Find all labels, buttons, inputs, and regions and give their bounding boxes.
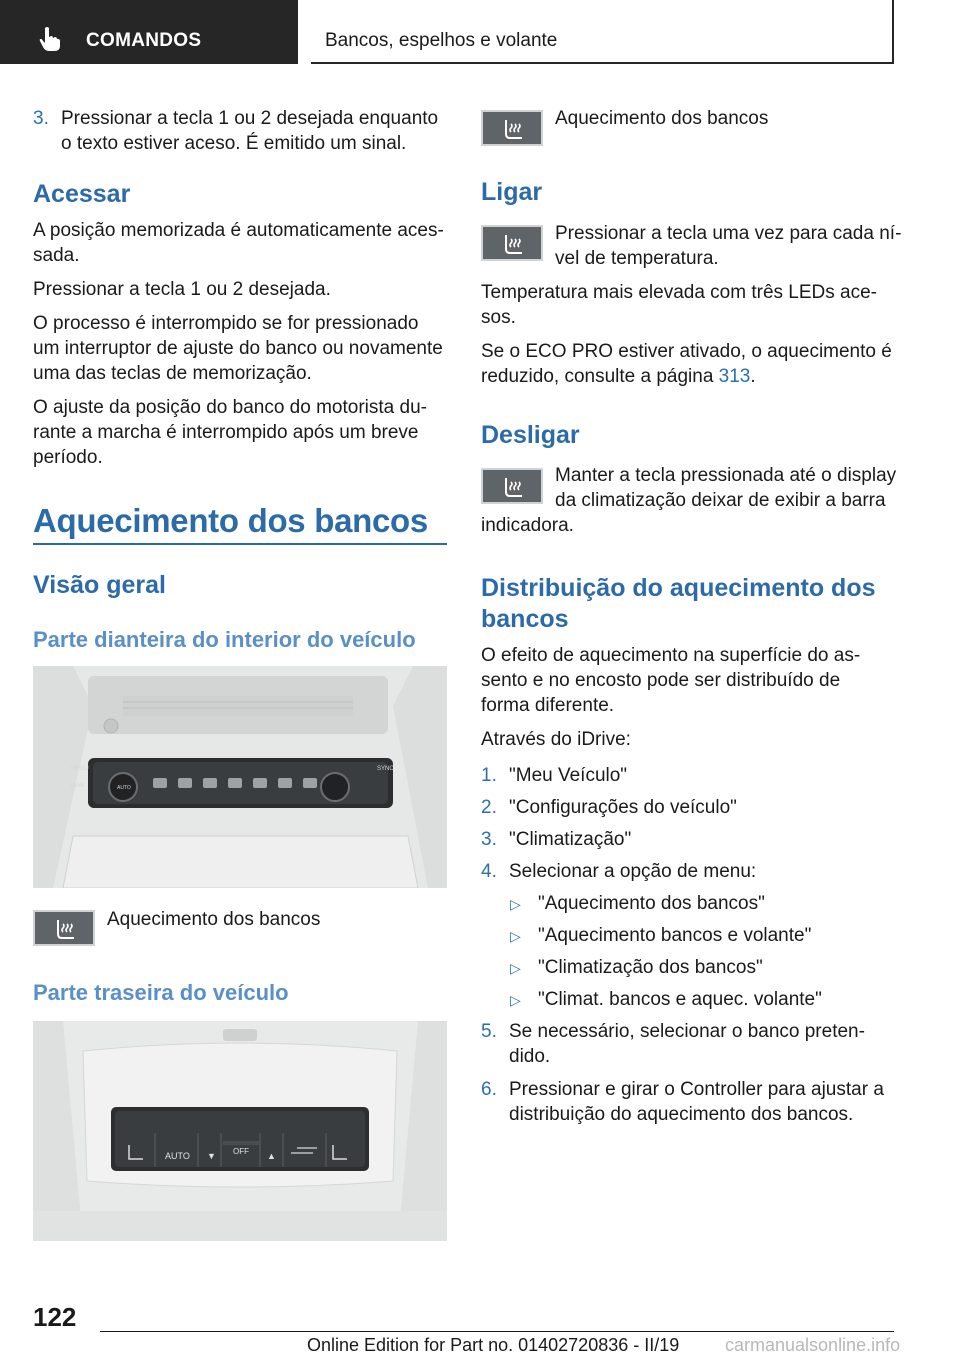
panel-label-max: MAX xyxy=(71,783,85,789)
step-3-line-2: o texto estiver aceso. É emitido um sinal. xyxy=(61,133,407,154)
step-number: 5. xyxy=(481,1021,497,1042)
seat-heating-button-icon xyxy=(481,225,543,261)
bullet-triangle-icon: ▷ xyxy=(510,896,521,912)
step-number: 3. xyxy=(481,829,497,850)
hand-pointer-icon xyxy=(38,26,62,52)
section-title: COMANDOS xyxy=(86,30,202,51)
rear-panel-up: ▲ xyxy=(267,1151,276,1161)
acessar-text: A posição memorizada é automaticamente aces‐ xyxy=(33,220,444,241)
bullet-item: "Climatização dos bancos" xyxy=(538,957,763,978)
front-console-illustration xyxy=(33,666,447,888)
dist-text: O efeito de aquecimento na superfície do as‐ xyxy=(481,645,861,666)
bullet-item: "Aquecimento dos bancos" xyxy=(538,893,765,914)
seat-heating-button-icon xyxy=(481,110,543,146)
bullet-triangle-icon: ▷ xyxy=(510,960,521,976)
heading-desligar: Desligar xyxy=(481,421,580,449)
bullet-triangle-icon: ▷ xyxy=(510,992,521,1008)
panel-label-menu: MENU xyxy=(71,766,89,772)
heading-acessar: Acessar xyxy=(33,180,131,208)
acessar-text: rante a marcha é interrompido após um breve xyxy=(33,422,419,443)
ligar-text-with-link xyxy=(481,364,756,389)
acessar-text: Pressionar a tecla 1 ou 2 desejada. xyxy=(33,279,331,300)
seat-heating-icon xyxy=(52,916,78,942)
rear-panel-auto: AUTO xyxy=(165,1151,190,1161)
page-number: 122 xyxy=(33,1302,77,1332)
acessar-text: período. xyxy=(33,447,103,468)
watermark: carmanualsonline.info xyxy=(725,1335,901,1355)
bullet-item: "Climat. bancos e aquec. volante" xyxy=(538,989,822,1010)
dist-text: Através do iDrive: xyxy=(481,729,631,750)
step-text: Pressionar e girar o Controller para ajustar a xyxy=(509,1079,884,1100)
icon-caption: Aquecimento dos bancos xyxy=(555,108,769,129)
rear-console-illustration xyxy=(33,1021,447,1241)
step-text: "Meu Veículo" xyxy=(509,765,628,786)
desligar-text: indicadora. xyxy=(481,515,574,536)
dist-text: sento e no encosto pode ser distribuído de xyxy=(481,670,841,691)
desligar-text: Manter a tecla pressionada até o display xyxy=(555,465,897,486)
dist-text: forma diferente. xyxy=(481,695,615,716)
page-link[interactable]: 313 xyxy=(718,366,751,387)
rear-panel-off: OFF xyxy=(233,1147,249,1156)
rear-panel-down: ▼ xyxy=(207,1151,216,1161)
acessar-text: O processo é interrompido se for pressionado xyxy=(33,313,419,334)
ligar-text: vel de temperatura. xyxy=(555,248,719,269)
edition-text: Online Edition for Part no. 01402720836 - II/19 xyxy=(307,1335,680,1355)
acessar-text: uma das teclas de memorização. xyxy=(33,363,312,384)
acessar-text: sada. xyxy=(33,245,80,266)
footer-rule xyxy=(100,1331,894,1332)
step-3-line-1: Pressionar a tecla 1 ou 2 desejada enquanto xyxy=(61,108,439,129)
ligar-text: Se o ECO PRO estiver ativado, o aquecimento é xyxy=(481,341,892,362)
heading-distribuicao: Distribuição do aquecimento dos xyxy=(481,574,876,602)
seat-heating-button-icon xyxy=(33,910,95,946)
panel-label-sync: SYNC xyxy=(377,766,394,772)
seat-heating-icon xyxy=(500,116,526,142)
heading-rear: Parte traseira do veículo xyxy=(33,980,289,1005)
ligar-text: . xyxy=(750,366,756,387)
heading-visao-geral: Visão geral xyxy=(33,571,166,599)
seat-heating-icon xyxy=(500,474,526,500)
heading-distribuicao-cont: bancos xyxy=(481,605,569,633)
acessar-text: um interruptor de ajuste do banco ou novamente xyxy=(33,338,443,359)
step-text: distribuição do aquecimento dos bancos. xyxy=(509,1104,854,1125)
ligar-text: Temperatura mais elevada com três LEDs ace‐ xyxy=(481,282,877,303)
seat-heating-icon xyxy=(500,231,526,257)
step-number: 1. xyxy=(481,765,497,786)
heading-ligar: Ligar xyxy=(481,178,543,206)
bullet-triangle-icon: ▷ xyxy=(510,928,521,944)
desligar-text: da climatização deixar de exibir a barra xyxy=(555,490,886,511)
heading-rule xyxy=(33,543,447,545)
chapter-header xyxy=(311,0,894,64)
seat-heating-button-icon xyxy=(481,468,543,504)
step-text: "Configurações do veículo" xyxy=(509,797,737,818)
step-text: "Climatização" xyxy=(509,829,632,850)
step-number: 6. xyxy=(481,1079,497,1100)
chapter-title: Bancos, espelhos e volante xyxy=(325,30,558,51)
ligar-text: sos. xyxy=(481,307,516,328)
ligar-text: reduzido, consulte a página xyxy=(481,366,719,387)
ligar-text: Pressionar a tecla uma vez para cada ní‐ xyxy=(555,223,902,244)
heading-front: Parte dianteira do interior do veículo xyxy=(33,627,416,652)
panel-label-auto: AUTO xyxy=(117,785,131,791)
acessar-text: O ajuste da posição do banco do motorista du‐ xyxy=(33,397,427,418)
step-text: Se necessário, selecionar o banco preten‐ xyxy=(509,1021,865,1042)
step-number: 3. xyxy=(33,108,49,129)
step-number: 4. xyxy=(481,861,497,882)
step-text: dido. xyxy=(509,1046,551,1067)
rear-console-photo xyxy=(33,1021,447,1241)
section-tab xyxy=(0,0,298,64)
icon-caption: Aquecimento dos bancos xyxy=(107,909,321,930)
front-console-photo xyxy=(33,666,447,888)
bullet-item: "Aquecimento bancos e volante" xyxy=(538,925,812,946)
main-heading: Aquecimento dos bancos xyxy=(33,502,428,539)
step-text: Selecionar a opção de menu: xyxy=(509,861,757,882)
step-number: 2. xyxy=(481,797,497,818)
